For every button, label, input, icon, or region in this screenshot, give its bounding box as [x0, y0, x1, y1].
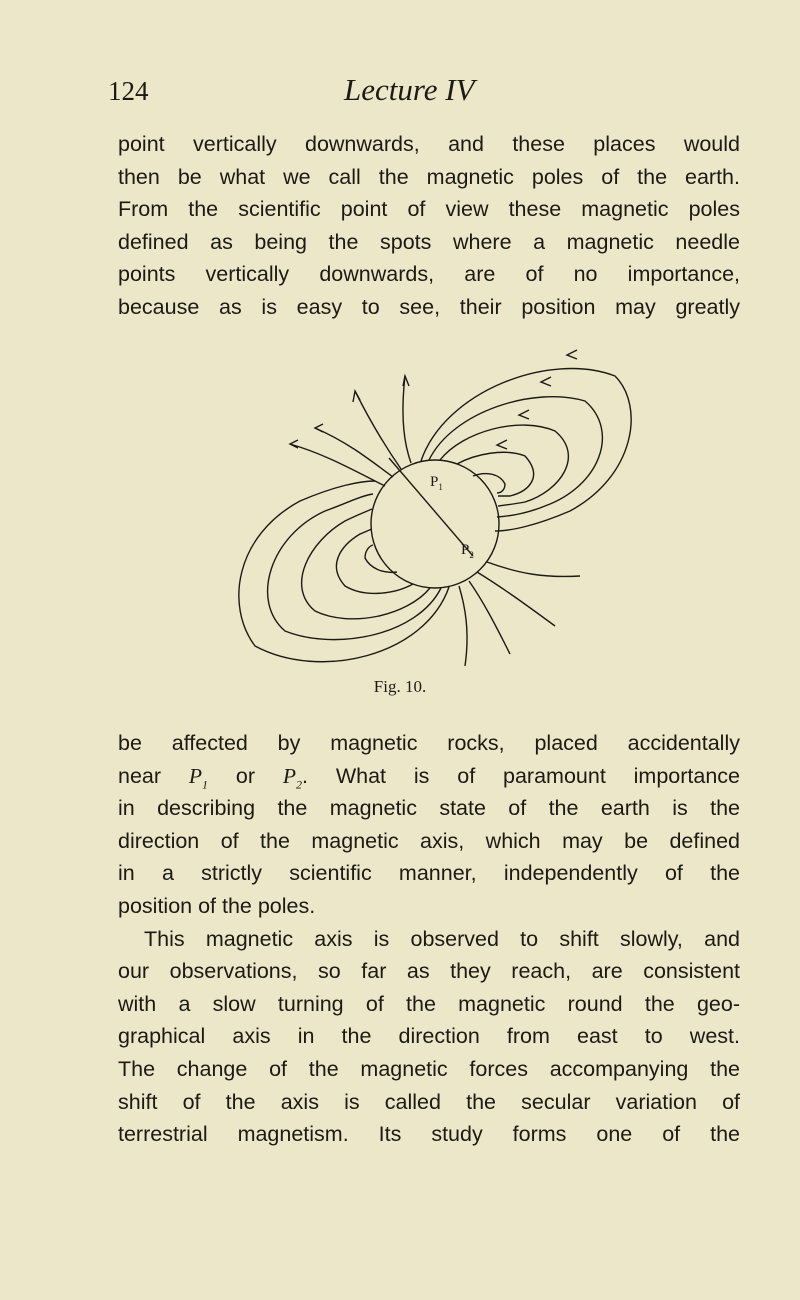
field-line: [290, 444, 385, 486]
text-line: From the scientific point of view these magnetic poles: [118, 197, 740, 222]
field-line: [487, 562, 580, 576]
text-line: position of the poles.: [118, 893, 316, 918]
field-line: [477, 572, 555, 626]
text-line: shift of the axis is called the secular variation of: [118, 1089, 740, 1114]
field-line: [421, 369, 631, 531]
text-line: in a strictly scientific manner, independently of the: [118, 861, 740, 886]
text-line: point vertically downwards, and these places would: [118, 132, 740, 156]
field-line: [336, 529, 413, 593]
text-line: then be what we call the magnetic poles of the earth.: [118, 164, 740, 189]
magnetic-field-figure: [225, 336, 645, 676]
arrow-mark: [353, 391, 360, 402]
arrow-mark: [315, 424, 323, 432]
text-line: defined as being the spots where a magnetic needle: [118, 229, 740, 254]
body-text-top: [118, 128, 740, 324]
text-line: terrestrial magnetism. Its study forms one of the: [118, 1122, 740, 1147]
arrow-mark: [519, 410, 529, 419]
figure-caption: Fig. 10.: [373, 677, 427, 696]
arrow-mark: [541, 377, 551, 386]
text-line: graphical axis in the direction from east to west.: [118, 1024, 740, 1049]
pole-label-p2: $P_2$: [461, 542, 474, 560]
text-line-with-symbols: [118, 760, 740, 793]
page-number: 124: [108, 76, 149, 106]
text-line: in describing the magnetic state of the earth is the: [118, 796, 740, 821]
field-line: [268, 494, 441, 640]
symbol-p1: $P_1$: [188, 763, 209, 791]
field-line: [440, 425, 568, 506]
symbol-p2: $P_2$: [282, 763, 303, 791]
arrow-mark: [567, 350, 577, 359]
field-line: [459, 586, 467, 666]
running-title: Lecture IV: [344, 72, 475, 107]
text-fragment: . What is of paramount importance: [302, 763, 741, 788]
field-line: [457, 452, 534, 496]
text-line: direction of the magnetic axis, which may be defined: [118, 828, 740, 853]
arrow-mark: [290, 440, 298, 448]
body-text-bottom: [118, 727, 740, 1151]
text-line: with a slow turning of the magnetic round the geo-: [118, 991, 740, 1016]
text-line: because as is easy to see, their position may greatly: [118, 294, 740, 319]
text-line: This magnetic axis is observed to shift slowly, and: [144, 926, 740, 951]
field-line: [355, 391, 401, 469]
field-line: [403, 376, 411, 463]
text-line: be affected by magnetic rocks, placed accidentally: [118, 731, 740, 755]
page-header: [108, 72, 708, 112]
text-line: points vertically downwards, are of no importance,: [118, 262, 740, 287]
field-lines-diagram: [225, 336, 645, 676]
pole-label-p1: $P_1$: [430, 474, 443, 492]
arrow-mark: [497, 440, 507, 449]
field-line: [302, 509, 430, 619]
field-line: [469, 581, 510, 654]
text-fragment: near: [118, 763, 162, 788]
field-line: [429, 397, 602, 517]
text-line: The change of the magnetic forces accompanying the: [118, 1056, 740, 1081]
text-line: our observations, so far as they reach, are consistent: [118, 959, 740, 984]
text-fragment: or: [235, 763, 256, 788]
arrow-mark: [403, 376, 409, 386]
